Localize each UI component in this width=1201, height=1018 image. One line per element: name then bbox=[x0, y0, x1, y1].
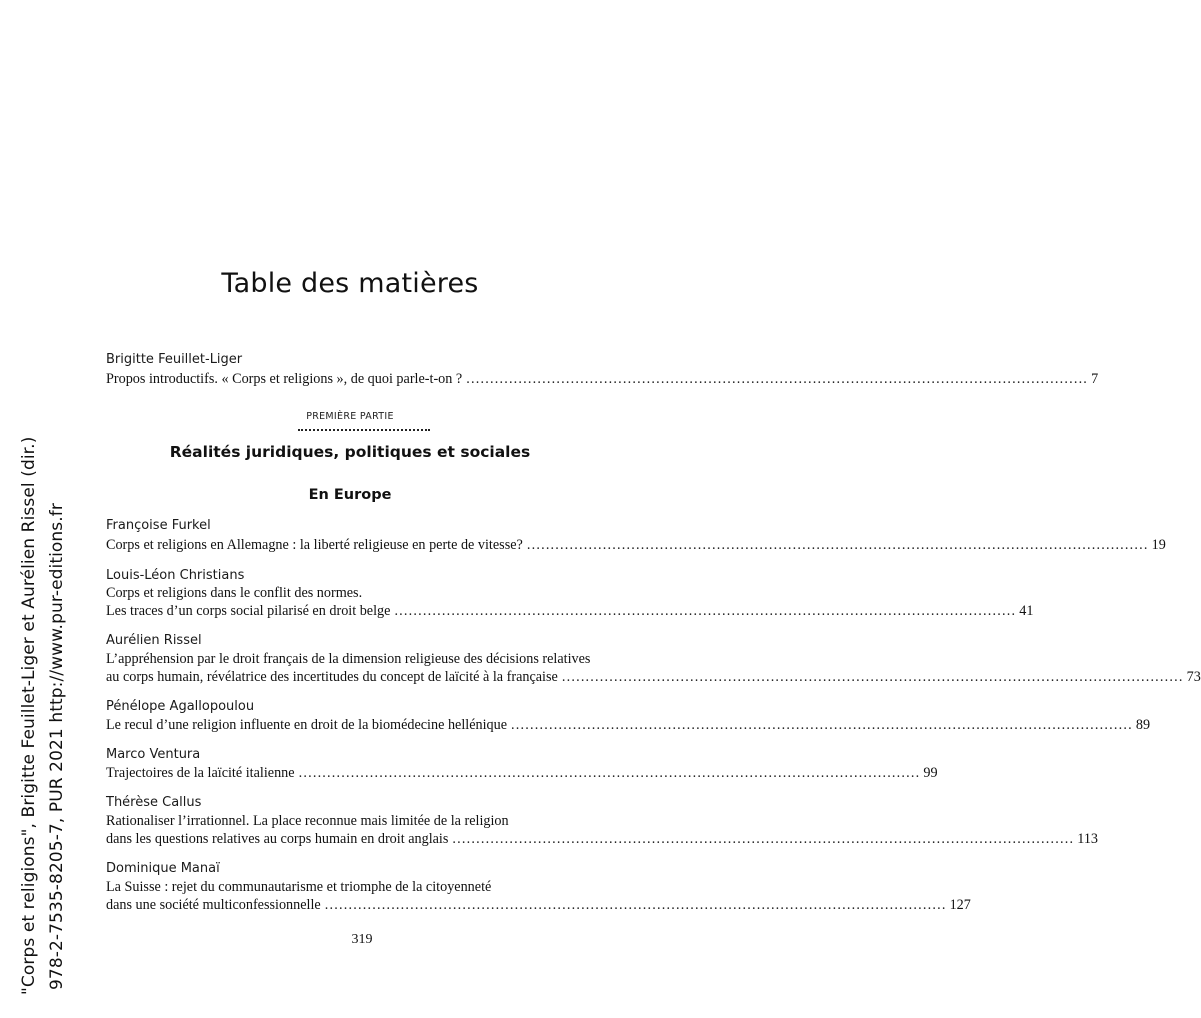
part-label: PREMIÈRE PARTIE bbox=[306, 411, 394, 422]
toc-entry[interactable] bbox=[106, 897, 971, 914]
part-title: Réalités juridiques, politiques et sociales bbox=[169, 443, 531, 461]
toc-page-number: 73 bbox=[1186, 669, 1201, 685]
dotted-divider bbox=[298, 429, 430, 431]
folio-page-number: 319 bbox=[351, 932, 373, 947]
dot-leader: ................................................................................................................................... bbox=[561, 669, 1184, 685]
toc-author: Marco Ventura bbox=[106, 747, 201, 762]
toc-entry[interactable] bbox=[106, 603, 1034, 620]
toc-entry-title: Corps et religions dans le conflit des normes. bbox=[106, 585, 363, 601]
dot-leader: ................................................................................................................................... bbox=[452, 831, 1075, 847]
toc-page-number: 41 bbox=[1019, 603, 1034, 619]
toc-entry-title: Trajectoires de la laïcité italienne bbox=[106, 765, 295, 781]
toc-page-number: 113 bbox=[1077, 831, 1099, 847]
dot-leader: ................................................................................................................................... bbox=[324, 897, 947, 913]
toc-page-number: 127 bbox=[949, 897, 971, 913]
toc-entry[interactable] bbox=[106, 717, 1151, 734]
toc-entry-title: Propos introductifs. « Corps et religions », de quoi parle-t-on ? bbox=[106, 371, 463, 387]
page-title: Table des matières bbox=[221, 268, 479, 299]
toc-entry-title: Les traces d’un corps social pilarisé en droit belge bbox=[106, 603, 391, 619]
toc-author: Françoise Furkel bbox=[106, 518, 211, 533]
toc-entry-title: Rationaliser l’irrationnel. La place reconnue mais limitée de la religion bbox=[106, 813, 509, 829]
toc-entry-title: La Suisse : rejet du communautarisme et triomphe de la citoyenneté bbox=[106, 879, 492, 895]
toc-entry[interactable] bbox=[106, 669, 1201, 686]
toc-entry-title: Corps et religions en Allemagne : la liberté religieuse en perte de vitesse? bbox=[106, 537, 523, 553]
toc-author: Aurélien Rissel bbox=[106, 633, 202, 648]
dot-leader: ................................................................................................................................... bbox=[526, 537, 1149, 553]
toc-entry[interactable] bbox=[106, 537, 1166, 554]
toc-page-number: 19 bbox=[1151, 537, 1166, 553]
section-title: En Europe bbox=[308, 487, 392, 503]
toc-page-number: 89 bbox=[1135, 717, 1151, 733]
side-isbn-url: 978-2-7535-8205-7, PUR 2021 http://www.pur-editions.fr bbox=[47, 503, 67, 990]
toc-author: Dominique Manaï bbox=[106, 861, 220, 876]
toc-entry-title: dans les questions relatives au corps humain en droit anglais bbox=[106, 831, 449, 847]
toc-entry[interactable] bbox=[106, 765, 938, 782]
toc-author: Brigitte Feuillet-Liger bbox=[106, 352, 243, 367]
toc-author: Louis-Léon Christians bbox=[106, 568, 245, 583]
toc-page-number: 99 bbox=[923, 765, 938, 781]
side-citation: "Corps et religions", Brigitte Feuillet-Liger et Aurélien Rissel (dir.) bbox=[19, 436, 39, 995]
dot-leader: ................................................................................................................................... bbox=[511, 717, 1133, 733]
toc-entry-title: au corps humain, révélatrice des incertitudes du concept de laïcité à la française bbox=[106, 669, 558, 685]
toc-entry-title: Le recul d’une religion influente en droit de la biomédecine hellénique bbox=[106, 717, 508, 733]
toc-author: Thérèse Callus bbox=[106, 795, 202, 810]
dot-leader: ................................................................................................................................... bbox=[298, 765, 921, 781]
dot-leader: ................................................................................................................................... bbox=[466, 371, 1089, 387]
toc-entry-title: dans une société multiconfessionnelle bbox=[106, 897, 321, 913]
toc-entry-intro[interactable] bbox=[106, 371, 1099, 388]
dot-leader: ................................................................................................................................... bbox=[394, 603, 1017, 619]
toc-author: Pénélope Agallopoulou bbox=[106, 699, 255, 714]
toc-entry[interactable] bbox=[106, 831, 1099, 848]
toc-entry-title: L’appréhension par le droit français de la dimension religieuse des décisions relatives bbox=[106, 651, 591, 667]
toc-page-number: 7 bbox=[1091, 371, 1099, 387]
